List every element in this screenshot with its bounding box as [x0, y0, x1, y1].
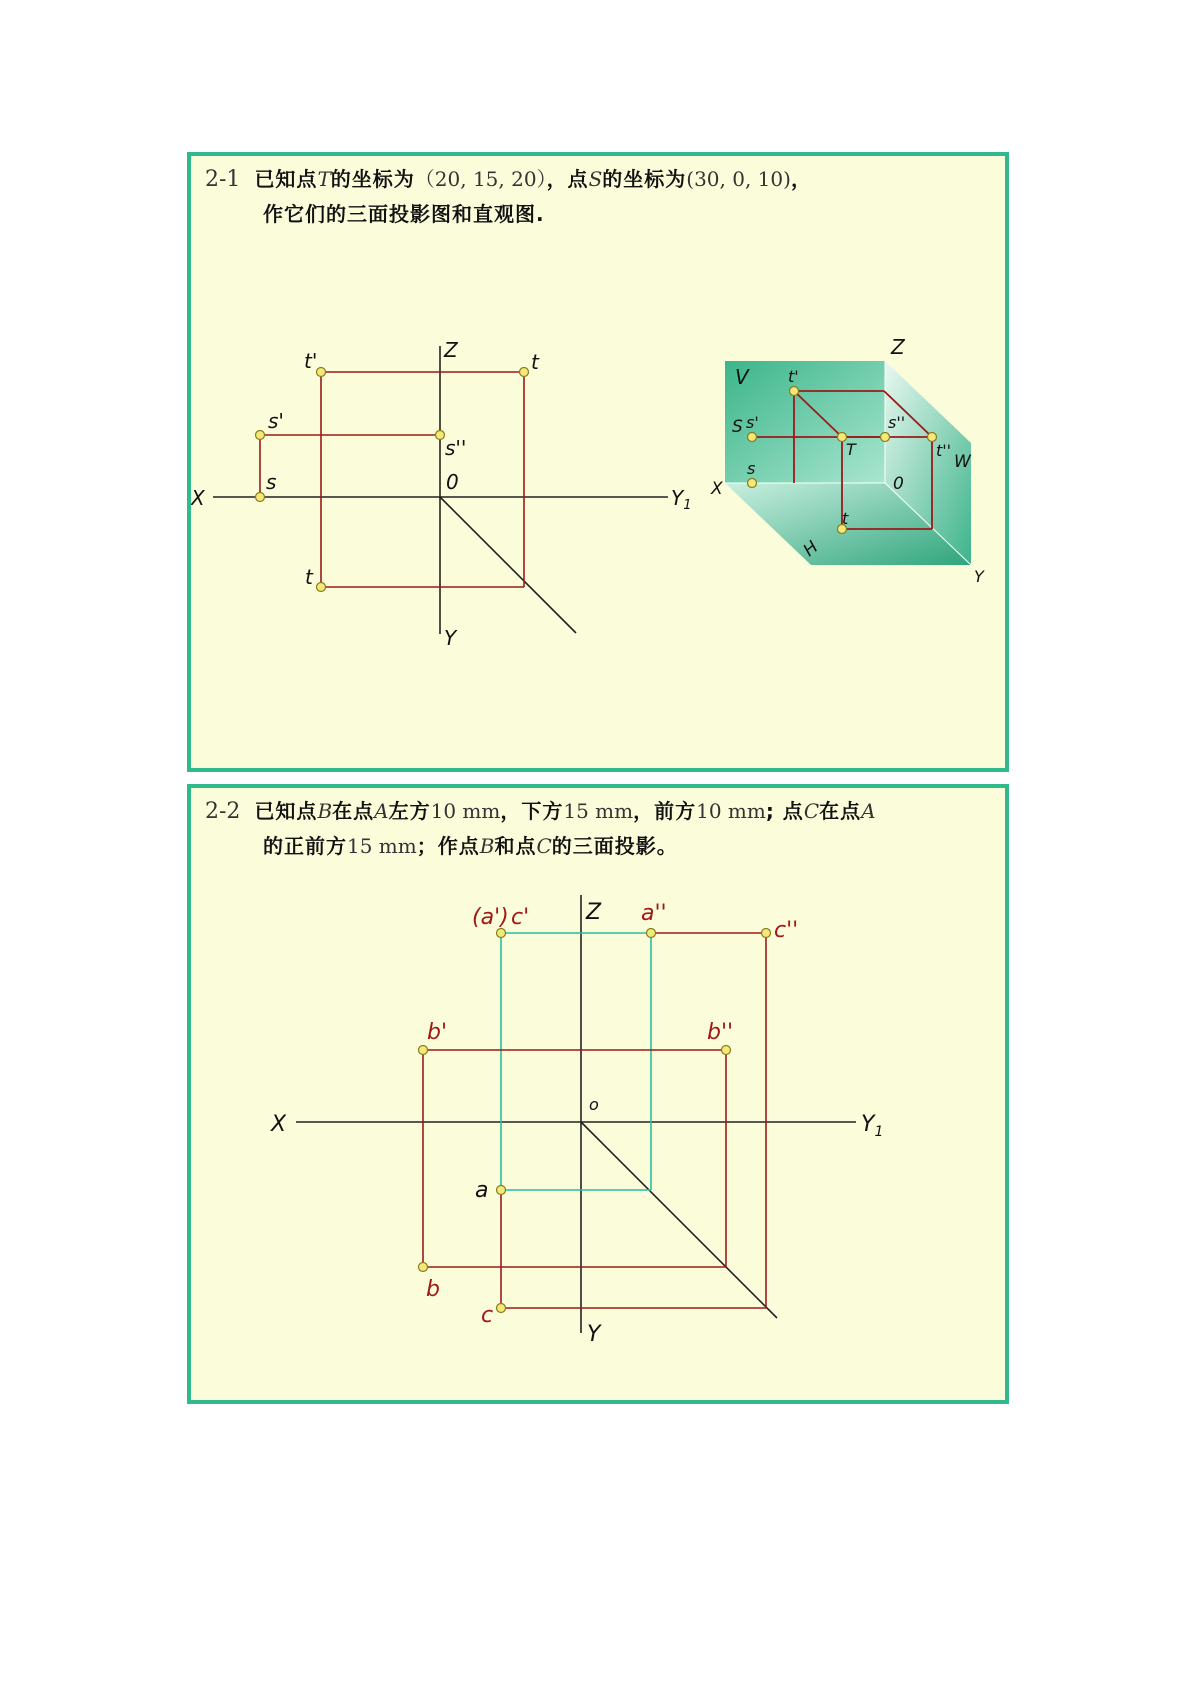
label-a-prime-paren: (a')	[472, 905, 509, 930]
statement-segment: 的三面投影。	[551, 834, 678, 858]
box-label-x: X	[711, 479, 723, 499]
box-label-t-dprime: t''	[936, 441, 952, 460]
label-c-dprime: c''	[774, 918, 799, 943]
t-prime-point	[317, 368, 326, 377]
label-x: X	[271, 1112, 287, 1137]
projection-points	[256, 368, 529, 592]
statement-segment: ，下方	[500, 799, 564, 823]
c-point	[497, 1304, 506, 1313]
problem-2-1-panel	[187, 152, 1009, 772]
statement-segment: 在点	[819, 799, 862, 823]
projection-points	[419, 929, 771, 1313]
statement-segment: A	[374, 799, 389, 823]
problem-2-2-figure	[191, 788, 1009, 1404]
statement-segment: C	[803, 799, 820, 823]
label-y: Y	[444, 626, 457, 650]
statement-segment: ，前方	[633, 799, 697, 823]
statement-segment: C	[536, 834, 552, 858]
c-dprime-point	[762, 929, 771, 938]
b-dprime-point	[722, 1046, 731, 1055]
label-b-prime: b'	[427, 1020, 448, 1045]
box-label-s: s	[747, 459, 756, 478]
statement-segment: ; 点	[765, 799, 804, 823]
statement-segment: A	[861, 799, 876, 823]
t-prime-point-3d	[790, 387, 799, 396]
statement-segment: 已知点	[254, 167, 318, 191]
s-point-3d	[748, 479, 757, 488]
label-c-prime: c'	[511, 905, 530, 930]
label-a: a	[475, 1178, 489, 1203]
statement-segment: T	[317, 167, 331, 191]
box-label-s-prime: s'	[746, 413, 759, 432]
t-dprime-point	[520, 368, 529, 377]
label-y1: $Y_1$	[671, 486, 692, 513]
statement-segment: 10 mm	[430, 799, 501, 823]
label-c: c	[481, 1303, 494, 1328]
label-s-prime: s'	[268, 409, 284, 433]
box-label-S: S	[732, 417, 743, 437]
t-point	[317, 583, 326, 592]
s-dprime-point-3d	[881, 433, 890, 442]
label-t-dprime: t	[531, 350, 539, 374]
diagonal-45-line	[581, 1122, 777, 1318]
statement-segment: 的坐标为	[330, 167, 415, 191]
statement-segment: 在点	[332, 799, 375, 823]
label-s: s	[266, 470, 277, 494]
label-o: 0	[446, 470, 459, 494]
label-b-dprime: b''	[707, 1020, 734, 1045]
diagonal-45-line	[440, 497, 576, 633]
statement-segment: S	[588, 167, 603, 191]
problem-2-1-figures	[191, 156, 1009, 772]
statement-segment: 作它们的三面投影图和直观图.	[263, 202, 545, 226]
label-y: Y	[587, 1322, 601, 1347]
projection-drawing	[191, 338, 692, 650]
box-label-z: Z	[891, 335, 905, 359]
label-z: Z	[444, 338, 458, 362]
projection-lines	[260, 372, 524, 587]
box-label-y: Y	[974, 567, 984, 586]
box-label-s-dprime: s''	[888, 413, 906, 432]
a-point	[497, 1186, 506, 1195]
statement-segment: 的坐标为	[602, 167, 687, 191]
s-dprime-point	[436, 431, 445, 440]
statement-segment: 左方	[388, 799, 431, 823]
label-z: Z	[586, 900, 602, 925]
box-label-w: W	[954, 452, 971, 472]
box-label-o: 0	[893, 474, 904, 494]
label-o: o	[589, 1095, 599, 1114]
b-point	[419, 1263, 428, 1272]
statement-segment: ；作点	[416, 834, 480, 858]
statement-segment: 10 mm	[696, 799, 766, 823]
statement-segment: 15 mm	[347, 834, 417, 858]
pictorial-drawing	[710, 335, 985, 586]
label-a-dprime: a''	[641, 901, 667, 926]
statement-segment: ，	[790, 167, 812, 191]
label-t-prime: t'	[304, 349, 318, 373]
box-label-h: H	[799, 537, 823, 561]
statement-segment: ，点	[546, 167, 589, 191]
statement-segment: 已知点	[254, 799, 318, 823]
statement-segment: （20, 15, 20）	[414, 167, 547, 191]
statement-segment: 的正前方	[263, 834, 347, 858]
statement-segment: B	[317, 799, 333, 823]
box-label-T: T	[846, 440, 856, 459]
points-b-c-projection-lines	[423, 933, 766, 1308]
point-a-projection-lines	[501, 933, 651, 1190]
label-s-dprime: s''	[445, 436, 467, 460]
s-prime-point	[256, 431, 265, 440]
box-label-t-prime: t'	[788, 367, 799, 386]
box-label-t: t	[842, 509, 849, 528]
label-y1: $Y_1$	[861, 1112, 884, 1140]
s-point	[256, 493, 265, 502]
box-label-v: V	[735, 365, 749, 389]
label-t: t	[305, 565, 313, 589]
problem-number: 2-1	[205, 167, 241, 192]
statement-segment: 和点	[494, 834, 537, 858]
statement-segment: B	[479, 834, 495, 858]
problem-number: 2-2	[205, 799, 241, 824]
a-dprime-point	[647, 929, 656, 938]
label-b: b	[426, 1277, 440, 1302]
S-point-3d	[748, 433, 757, 442]
problem-2-2-panel	[187, 784, 1009, 1404]
label-x: X	[191, 486, 205, 510]
statement-segment: 15 mm	[563, 799, 634, 823]
b-prime-point	[419, 1046, 428, 1055]
statement-segment: (30, 0, 10)	[686, 167, 791, 191]
